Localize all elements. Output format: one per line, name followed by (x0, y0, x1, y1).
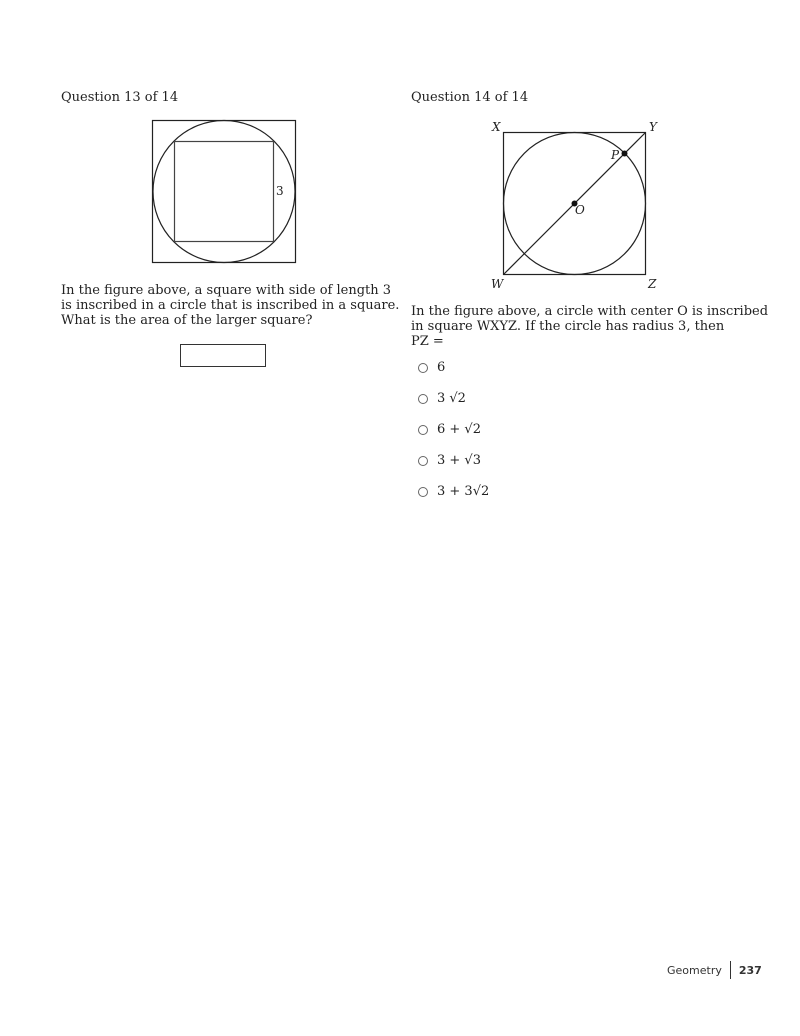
q13-figure (140, 110, 310, 275)
label-z: Z (648, 277, 657, 290)
side-label: 3 (276, 184, 284, 198)
text-line: PZ = (411, 334, 444, 349)
option-5[interactable] (418, 484, 489, 499)
section-name: Geometry (667, 963, 722, 977)
label-y: Y (649, 120, 657, 134)
text-line: In the figure above, a square with side of length 3 (61, 283, 392, 298)
question-14-title: Question 14 of 14 (411, 90, 529, 105)
option-label: 6 + √2 (437, 422, 481, 437)
q13-question-text (61, 283, 399, 328)
footer-divider (730, 961, 731, 979)
option-label: 3 + √3 (437, 453, 481, 468)
radio-button[interactable] (418, 487, 428, 497)
q14-question-text (411, 304, 768, 349)
label-p: P (611, 148, 620, 162)
option-label: 6 (437, 360, 446, 375)
label-o: O (575, 203, 585, 217)
text-line: in square WXYZ. If the circle has radius 3, then (411, 319, 725, 334)
inner-square (175, 142, 274, 242)
option-label: 3 + 3√2 (437, 484, 490, 499)
text-line: is inscribed in a circle that is inscribed in a square. (61, 298, 400, 313)
q14-figure (485, 115, 665, 290)
text-line: What is the area of the larger square? (61, 313, 313, 328)
option-1[interactable] (418, 360, 445, 375)
question-13-title: Question 13 of 14 (61, 90, 179, 105)
option-label: 3 √2 (437, 391, 466, 406)
point-p (622, 151, 628, 157)
radio-button[interactable] (418, 425, 428, 435)
label-w: W (491, 277, 504, 290)
option-4[interactable] (418, 453, 481, 468)
radio-button[interactable] (418, 363, 428, 373)
label-x: X (492, 120, 501, 134)
page-number: 237 (738, 963, 762, 977)
radio-button[interactable] (418, 456, 428, 466)
radio-button[interactable] (418, 394, 428, 404)
option-2[interactable] (418, 391, 466, 406)
option-3[interactable] (418, 422, 481, 437)
page-footer (667, 961, 762, 979)
answer-input[interactable] (180, 344, 266, 367)
text-line: In the figure above, a circle with center O is inscribed (411, 304, 769, 319)
